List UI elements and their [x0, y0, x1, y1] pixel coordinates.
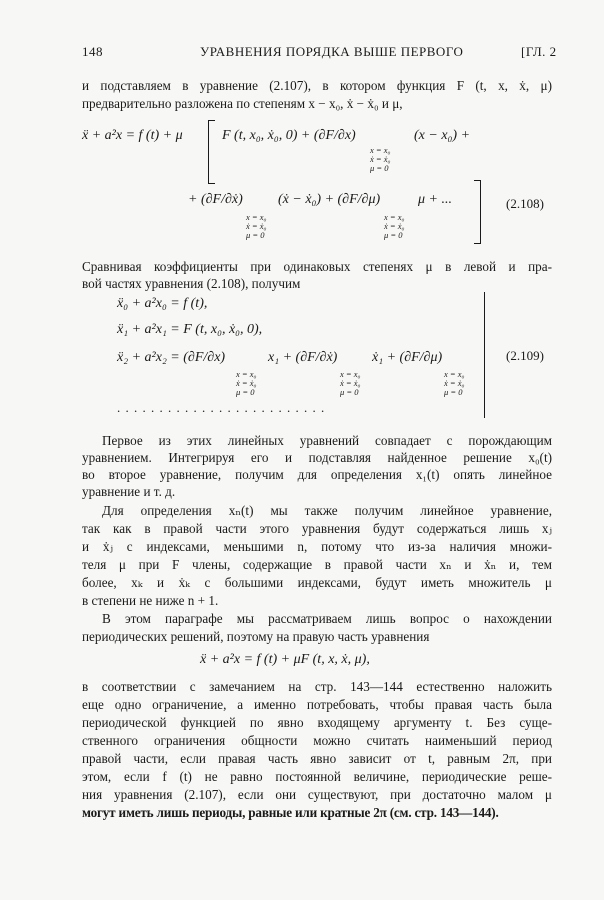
- eq109-brace: [480, 292, 485, 418]
- eq109-row1: ẍ₀ + a²x₀ = f (t),: [117, 296, 208, 311]
- eq109-condition-2: x = x₀ ẋ = ẋ₀ μ = 0: [340, 369, 361, 397]
- eq109-condition-1: x = x₀ ẋ = ẋ₀ μ = 0: [236, 369, 257, 397]
- eq109-row2: ẍ₁ + a²x₁ = F (t, x₀, ẋ₀, 0),: [117, 322, 263, 337]
- eq109-row3-part2: x₁ + (∂F/∂ẋ): [268, 350, 338, 365]
- eq109-row3-part3: ẋ₁ + (∂F/∂μ): [372, 350, 443, 365]
- eq109-number: (2.109): [506, 348, 544, 363]
- eq109-condition-3: x = x₀ ẋ = ẋ₀ μ = 0: [444, 369, 465, 397]
- para4-line: В этом параграфе мы рассматриваем лишь вопрос о нахождении: [102, 611, 552, 626]
- intro-line: предварительно разложена по степеням x − x₀, ẋ − ẋ₀ и μ,: [82, 96, 403, 111]
- para5-line: ния уравнения (2.107), если они существуют, при достаточно малом μ: [82, 787, 552, 802]
- eq108-lhs: ẍ + a²x = f (t) + μ: [82, 128, 183, 143]
- eq108-tail-2: μ + ...: [418, 192, 452, 207]
- para2-line: уравнение и т. д.: [82, 484, 176, 499]
- eq108-condition-1: x = x₀ ẋ = ẋ₀ μ = 0: [370, 145, 391, 173]
- para5-line: этом, если f (t) не равно постоянной величине, периодические реше-: [82, 769, 552, 784]
- para3-line: и ẋⱼ с индексами, меньшими n, потому что из-за наличия множи-: [82, 539, 552, 554]
- eq108-close-bracket: [474, 180, 481, 244]
- chapter-label: [ГЛ. 2: [521, 44, 557, 59]
- eq108-number: (2.108): [506, 196, 544, 211]
- para1-line: Сравнивая коэффициенты при одинаковых степенях μ в левой и пра-: [82, 259, 552, 274]
- intro-line: и подставляем в уравнение (2.107), в котором функция F (t, x, ẋ, μ): [82, 78, 552, 93]
- para4-line: периодических решений, поэтому на правую часть уравнения: [82, 629, 430, 644]
- eq108-open-bracket: [208, 120, 215, 184]
- para5-line: правой части, если правая часть явно зависит от t, равным 2π, при: [82, 751, 552, 766]
- para5-line: периодической функцией по явно входящему аргументу t. Без суще-: [82, 715, 552, 730]
- page-number: 148: [82, 44, 103, 59]
- para3-line: более, xₖ и ẋₖ с большими индексами, будут иметь множитель μ: [82, 575, 552, 590]
- eq108-condition-2: x = x₀ ẋ = ẋ₀ μ = 0: [246, 212, 267, 240]
- eq109-row3-part1: ẍ₂ + a²x₂ = (∂F/∂x): [117, 350, 226, 365]
- eq108-term-dfdmu: (ẋ − ẋ₀) + (∂F/∂μ): [278, 192, 381, 207]
- para3-line: теля μ при F члены, содержащие в правой части xₙ и ẋₙ и, тем: [82, 557, 552, 572]
- para5-line: еще одно ограничение, а именно потребовать, чтобы правая часть была: [82, 697, 552, 712]
- para5-line: ственного ограничения общности можно считать наименьший период: [82, 733, 552, 748]
- para2-line: Первое из этих линейных уравнений совпадает с порождающим: [102, 433, 552, 448]
- para3-line: так как в правой части этого уравнения будут содержаться лишь xⱼ: [82, 521, 552, 536]
- para2-line: во второе уравнение, получим для определения x₁(t) опять линейное: [82, 467, 552, 482]
- para1-line: вой частях уравнения (2.108), получим: [82, 276, 301, 291]
- para5-line: могут иметь лишь периоды, равные или кратные 2π (см. стр. 143—144).: [82, 805, 499, 820]
- running-title: УРАВНЕНИЯ ПОРЯДКА ВЫШЕ ПЕРВОГО: [200, 44, 464, 59]
- para2-line: уравнением. Интегрируя его и подставляя найденное решение x₀(t): [82, 450, 552, 465]
- eq109-dots: . . . . . . . . . . . . . . . . . . . . . . . . .: [117, 400, 326, 415]
- para3-line: Для определения xₙ(t) мы также получим линейное уравнение,: [102, 503, 552, 518]
- eq108-condition-3: x = x₀ ẋ = ẋ₀ μ = 0: [384, 212, 405, 240]
- main-equation: ẍ + a²x = f (t) + μF (t, x, ẋ, μ),: [200, 652, 370, 667]
- eq108-tail: (x − x₀) +: [414, 128, 471, 143]
- para5-line: в соответствии с замечанием на стр. 143—144 естественно наложить: [82, 679, 552, 694]
- eq108-term-dfdxdot: + (∂F/∂ẋ): [188, 192, 243, 207]
- eq108-rhs: F (t, x₀, ẋ₀, 0) + (∂F/∂x): [222, 128, 356, 143]
- para3-line: в степени не ниже n + 1.: [82, 593, 219, 608]
